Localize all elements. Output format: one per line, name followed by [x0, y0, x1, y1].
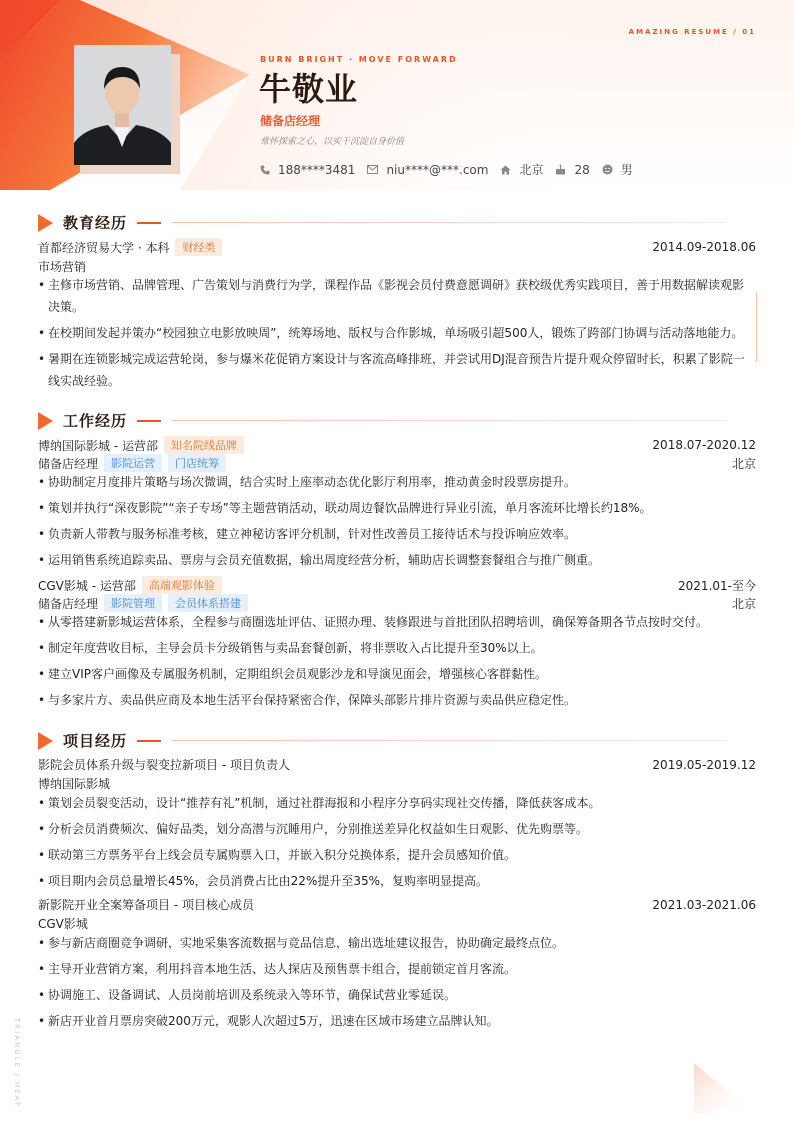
job-header: [38, 576, 756, 594]
section-projects: [38, 730, 756, 751]
contact-email: [367, 163, 488, 177]
list-item: • 策划并执行“深夜影院”“亲子专场”等主题营销活动，联动周边餐饮品牌进行异业引流，单月客流环比增长约18%。: [38, 501, 652, 515]
city-value: 北京: [519, 163, 544, 177]
job-tag: 影院管理: [104, 594, 162, 612]
list-item: • 在校期间发起并策办“校园独立电影放映周”，统筹场地、版权与合作影城，单场吸引超500人，锻炼了跨部门协调与活动落地能力。: [38, 326, 744, 340]
list-item: • 主修市场营销、品牌管理、广告策划与消费行为学，课程作品《影视会员付费意愿调研》获校级优秀实践项目，善于用数据解读观影决策。: [38, 278, 745, 314]
list-item: • 协助制定月度排片策略与场次微调，结合实时上座率动态优化影厅利用率，推动黄金时段票房提升。: [38, 475, 577, 489]
list-item: • 策划会员裂变活动，设计“推荐有礼”机制，通过社群海报和小程序分享码实现社交传播，降低获客成本。: [38, 796, 601, 810]
list-item: • 协调施工、设备调试、人员岗前培训及系统录入等环节，确保试营业零延误。: [38, 988, 457, 1002]
mail-icon: [367, 165, 378, 174]
contact-gender: [602, 161, 633, 178]
cake-icon: [555, 164, 566, 175]
project-header: [38, 896, 756, 913]
job-header: [38, 436, 756, 454]
major: 市场营销: [38, 260, 87, 274]
job-period: 2018.07-2020.12: [652, 438, 756, 452]
section-title: 教育经历: [63, 214, 128, 232]
divider: [137, 420, 161, 422]
job-location: 北京: [731, 596, 756, 611]
home-icon: [500, 165, 511, 175]
project-org: 博纳国际影城: [38, 777, 111, 791]
tagline: 常怀探索之心，以实干沉淀自身价值: [260, 137, 405, 147]
list-item: • 与多家片方、卖品供应商及本地生活平台保持紧密合作，保障头部影片排片资源与卖品供应稳定性。: [38, 693, 577, 707]
email-value: niu****@***.com: [386, 162, 489, 177]
job-title: 储备店经理: [260, 114, 321, 128]
list-item: • 新店开业首月票房突破200万元，观影人次超过5万，迅速在区域市场建立品牌认知。: [38, 1014, 499, 1028]
job-role-row: [38, 594, 756, 612]
phone-icon: [260, 165, 270, 175]
job-role: 储备店经理: [38, 456, 99, 471]
phone-value: 188****3481: [278, 162, 356, 177]
divider: [171, 222, 726, 223]
list-item: • 负责新人带教与服务标准考核，建立神秘访客评分机制，针对性改善员工接待话术与投诉响应效率。: [38, 527, 577, 541]
gender-icon: [602, 164, 613, 175]
section-education: [38, 212, 756, 233]
job-tag: 会员体系搭建: [168, 594, 248, 612]
school-name: 首都经济贸易大学 · 本科: [38, 240, 170, 255]
job-tag: 影院运营: [104, 454, 162, 472]
divider-accent: [756, 292, 757, 362]
triangle-icon: [38, 214, 53, 232]
contact-bar: [260, 161, 645, 178]
list-item: • 暑期在连锁影城完成运营轮岗，参与爆米花促销方案设计与客流高峰排班，并尝试用DJ混音预告片提升观众停留时长，积累了影院一线实战经验。: [38, 352, 745, 388]
list-item: • 联动第三方票务平台上线会员专属购票入口，并嵌入积分兑换体系，提升会员感知价值。: [38, 848, 517, 862]
project-period: 2021.03-2021.06: [652, 897, 756, 912]
list-item: • 分析会员消费频次、偏好品类，划分高潜与沉睡用户，分别推送差异化权益如生日观影、优先购票等。: [38, 822, 589, 836]
contact-age: [555, 163, 589, 177]
list-item: • 参与新店商圈竞争调研，实地采集客流数据与竞品信息，输出选址建议报告，协助确定最终点位。: [38, 936, 565, 950]
job-badge: 知名院线品牌: [164, 436, 244, 454]
triangle-icon: [38, 412, 53, 430]
motto: BURN BRIGHT · MOVE FORWARD: [260, 55, 458, 64]
school-badge: 财经类: [175, 238, 222, 256]
job-tag: 门店统筹: [168, 454, 226, 472]
job-role-row: [38, 454, 756, 472]
divider: [171, 740, 726, 741]
job-org: CGV影城 - 运营部: [38, 578, 136, 593]
divider: [137, 740, 161, 742]
section-title: 项目经历: [63, 732, 128, 750]
divider: [171, 420, 726, 421]
project-name: 新影院开业全案筹备项目 - 项目核心成员: [38, 898, 254, 912]
project-period: 2019.05-2019.12: [652, 757, 756, 772]
divider: [137, 222, 161, 224]
job-role: 储备店经理: [38, 596, 99, 611]
contact-phone: [260, 163, 355, 177]
age-value: 28: [574, 162, 590, 177]
section-work: [38, 410, 756, 431]
candidate-name: 牛敬业: [259, 70, 359, 108]
job-location: 北京: [731, 456, 756, 471]
project-name: 影院会员体系升级与裂变拉新项目 - 项目负责人: [38, 758, 290, 772]
section-title: 工作经历: [63, 412, 128, 430]
triangle-icon: [38, 732, 53, 750]
list-item: • 项目期内会员总量增长45%，会员消费占比由22%提升至35%，复购率明显提高。: [38, 874, 489, 888]
list-item: • 从零搭建新影城运营体系，全程参与商圈选址评估、证照办理、装修跟进与首批团队招聘培训，确保筹备期各节点按时交付。: [38, 615, 709, 629]
job-badge: 高端观影体验: [142, 576, 222, 594]
list-item: • 建立VIP客户画像及专属服务机制，定期组织会员观影沙龙和导演见面会，增强核心客群黏性。: [38, 667, 547, 681]
list-item: • 运用销售系统追踪卖品、票房与会员充值数据，输出周度经营分析，辅助店长调整套餐组合与推广侧重。: [38, 553, 601, 567]
project-header: [38, 756, 756, 773]
contact-city: [500, 161, 543, 178]
corner-triangle-decoration: [674, 1063, 794, 1123]
project-org: CGV影城: [38, 917, 88, 931]
education-period: 2014.09-2018.06: [652, 240, 756, 254]
list-item: • 制定年度营收目标，主导会员卡分级销售与卖品套餐创新，将非票收入占比提升至30%以上。: [38, 641, 543, 655]
education-header: [38, 238, 756, 256]
job-org: 博纳国际影城 - 运营部: [38, 438, 158, 453]
side-watermark: TRIANGLE / HEAT: [13, 1018, 21, 1108]
corner-tag: AMAZING RESUME / 01: [628, 28, 756, 36]
list-item: • 主导开业营销方案，利用抖音本地生活、达人探店及预售票卡组合，提前锁定首月客流。: [38, 962, 517, 976]
gender-value: 男: [620, 163, 633, 177]
job-period: 2021.01-至今: [678, 578, 756, 593]
avatar: [74, 45, 171, 165]
